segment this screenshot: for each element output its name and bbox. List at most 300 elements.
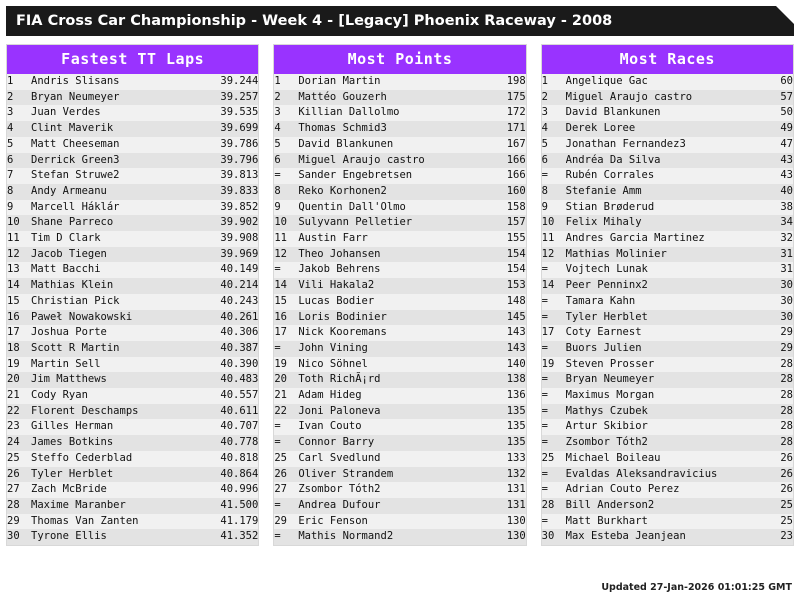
row-driver-name: Rubén Corrales	[565, 169, 655, 182]
row-value: 40.611	[206, 404, 258, 420]
row-driver-name: Derrick Green3	[31, 153, 206, 169]
row-position: 10	[7, 215, 31, 231]
row-driver-name: Dorian Martin	[298, 75, 381, 87]
row-position: 15	[7, 294, 20, 307]
row-position: 4	[7, 121, 31, 137]
row-value: 40.483	[206, 372, 258, 388]
table-row	[542, 262, 793, 278]
row-value: 40.996	[220, 483, 259, 496]
table-row	[542, 388, 793, 404]
row-driver-name: Steffo Cederblad	[31, 451, 133, 464]
row-value: 28	[780, 357, 793, 370]
row-driver-name: Nico Söhnel	[298, 357, 368, 370]
table-row	[274, 200, 525, 216]
table-row	[7, 498, 258, 514]
column-header: Most Races	[542, 45, 793, 74]
row-position: =	[541, 389, 548, 402]
row-driver-name: Shane Parreco	[31, 215, 206, 231]
row-driver-name: Sander Engebretsen	[298, 169, 413, 182]
table-row	[274, 168, 525, 184]
row-value: 28	[780, 389, 793, 402]
table-row	[542, 278, 793, 294]
row-value: 130	[474, 529, 526, 545]
row-position: 2	[274, 90, 298, 106]
row-value: 39.257	[206, 90, 258, 106]
row-value: 140	[506, 357, 526, 370]
column-header: Most Points	[274, 45, 525, 74]
row-value: 153	[474, 278, 526, 294]
row-position: =	[274, 263, 281, 276]
table-row	[542, 341, 793, 357]
row-driver-name: Gilles Herman	[31, 420, 114, 433]
row-driver-name: Steven Prosser	[565, 357, 655, 370]
row-position: =	[541, 514, 548, 527]
row-driver-name: Matt Bacchi	[31, 263, 101, 276]
row-driver-name: Max Esteba Jeanjean	[566, 529, 741, 545]
row-position: 11	[274, 232, 287, 245]
row-value: 30	[780, 294, 793, 307]
row-driver-name: Tyrone Ellis	[31, 529, 206, 545]
row-position: 11	[541, 232, 555, 245]
row-value: 138	[474, 372, 526, 388]
row-value: 39.852	[220, 200, 259, 213]
row-position: 1	[541, 75, 548, 87]
row-value: 166	[474, 153, 526, 169]
row-value: 28	[741, 372, 793, 388]
table-row	[542, 372, 793, 388]
row-position: 8	[542, 184, 566, 200]
row-position: 5	[274, 137, 281, 150]
row-value: 40.306	[220, 326, 259, 339]
row-position: =	[274, 529, 298, 545]
row-position: 14	[274, 278, 298, 294]
row-value: 157	[474, 215, 526, 231]
row-position: 25	[274, 451, 287, 464]
row-driver-name: Reko Korhonen2	[298, 184, 473, 200]
row-position: 22	[274, 404, 298, 420]
row-value: 38	[780, 200, 793, 213]
table-row	[7, 451, 258, 467]
row-position: 6	[542, 153, 566, 169]
row-value: 135	[474, 435, 526, 451]
row-driver-name: Adrian Couto Perez	[565, 483, 680, 496]
table-row	[274, 184, 525, 200]
row-position: 5	[541, 137, 548, 150]
row-value: 40.557	[220, 389, 259, 402]
most-races-table	[542, 74, 793, 545]
row-value: 167	[506, 137, 526, 150]
table-row	[542, 105, 793, 121]
row-driver-name: Florent Deschamps	[31, 404, 206, 420]
row-driver-name: Killian Dallolmo	[298, 106, 400, 119]
table-row	[542, 467, 793, 483]
table-row	[542, 529, 793, 545]
table-row	[542, 404, 793, 420]
row-value: 40.818	[220, 451, 259, 464]
row-position: 26	[7, 467, 31, 483]
table-row	[7, 372, 258, 388]
table-row	[7, 341, 258, 357]
row-position: 14	[542, 278, 566, 294]
row-position: 26	[274, 467, 298, 483]
row-value: 40.778	[206, 435, 258, 451]
row-value: 28	[741, 435, 793, 451]
row-value: 50	[780, 106, 793, 119]
row-value: 171	[474, 121, 526, 137]
table-row	[542, 184, 793, 200]
row-driver-name: Thomas Schmid3	[298, 121, 473, 137]
row-position: 23	[7, 420, 20, 433]
row-driver-name: Andrea Dufour	[298, 498, 473, 514]
row-driver-name: Martin Sell	[31, 357, 101, 370]
table-row	[542, 325, 793, 341]
row-value: 155	[506, 232, 526, 245]
row-position: 9	[541, 200, 548, 213]
row-value: 148	[506, 294, 526, 307]
row-driver-name: Angelique Gac	[565, 75, 648, 87]
table-row	[542, 514, 793, 530]
row-position: 24	[7, 435, 31, 451]
row-position: =	[542, 404, 566, 420]
updated-timestamp: Updated 27-Jan-2026 01:01:25 GMT	[601, 582, 792, 593]
table-row	[7, 419, 258, 435]
row-value: 25	[780, 514, 793, 527]
row-driver-name: James Botkins	[31, 435, 206, 451]
row-position: 15	[274, 294, 287, 307]
table-row	[274, 247, 525, 263]
row-value: 40.214	[206, 278, 258, 294]
row-value: 28	[741, 404, 793, 420]
row-driver-name: Thomas Van Zanten	[31, 514, 139, 527]
table-row	[274, 262, 525, 278]
row-value: 32	[780, 232, 793, 245]
row-position: 20	[7, 372, 31, 388]
most-points-table	[274, 74, 525, 545]
row-position: 17	[7, 326, 20, 339]
table-row	[7, 231, 258, 247]
table-row	[7, 74, 258, 90]
row-value: 26	[780, 451, 793, 464]
table-row	[7, 105, 258, 121]
row-driver-name: Felix Mihaly	[566, 215, 741, 231]
row-value: 60	[780, 75, 793, 87]
row-position: 28	[7, 498, 31, 514]
row-position: 19	[7, 357, 20, 370]
row-position: 28	[542, 498, 566, 514]
table-row	[542, 310, 793, 326]
row-value: 57	[741, 90, 793, 106]
row-position: 11	[7, 232, 20, 245]
table-row	[274, 357, 525, 373]
row-driver-name: Theo Johansen	[298, 247, 473, 263]
row-position: =	[541, 169, 548, 182]
row-driver-name: Toth RichÃ¡rd	[298, 372, 473, 388]
row-position: 3	[541, 106, 548, 119]
row-driver-name: Austin Farr	[298, 232, 368, 245]
table-row	[274, 310, 525, 326]
table-row	[7, 215, 258, 231]
table-row	[274, 137, 525, 153]
most-points-body	[274, 74, 525, 545]
row-driver-name: Quentin Dall'Olmo	[298, 200, 406, 213]
table-row	[542, 137, 793, 153]
row-position: 12	[542, 247, 566, 263]
table-row	[7, 153, 258, 169]
row-position: 8	[7, 184, 31, 200]
row-value: 39.908	[220, 232, 259, 245]
row-position: =	[542, 435, 566, 451]
row-driver-name: Jonathan Fernandez3	[565, 137, 686, 150]
row-position: 22	[7, 404, 31, 420]
row-position: 12	[274, 247, 298, 263]
table-row	[274, 435, 525, 451]
row-driver-name: Tyler Herblet	[31, 467, 206, 483]
row-driver-name: Andy Armeanu	[31, 184, 206, 200]
row-driver-name: Sulyvann Pelletier	[298, 215, 473, 231]
row-position: 20	[274, 372, 298, 388]
row-driver-name: Ivan Couto	[298, 420, 362, 433]
row-value: 41.179	[220, 514, 259, 527]
row-driver-name: Zsombor Tóth2	[566, 435, 741, 451]
row-value: 39.796	[206, 153, 258, 169]
table-row	[274, 121, 525, 137]
row-value: 135	[474, 404, 526, 420]
row-position: 18	[7, 341, 31, 357]
table-row	[542, 200, 793, 216]
table-row	[542, 357, 793, 373]
table-row	[274, 325, 525, 341]
table-row	[542, 482, 793, 498]
row-position: =	[542, 310, 566, 326]
row-driver-name: Maximus Morgan	[565, 389, 655, 402]
table-row	[542, 215, 793, 231]
row-value: 29	[780, 326, 793, 339]
table-row	[274, 231, 525, 247]
column-fastest-tt-laps	[6, 44, 259, 546]
table-row	[7, 294, 258, 310]
row-driver-name: Bryan Neumeyer	[566, 372, 741, 388]
row-value: 131	[474, 498, 526, 514]
row-value: 130	[506, 514, 526, 527]
row-driver-name: Miguel Araujo castro	[566, 90, 741, 106]
row-position: 19	[541, 357, 555, 370]
row-value: 40.149	[220, 263, 259, 276]
row-position: 17	[274, 326, 287, 339]
row-driver-name: Zsombor Tóth2	[298, 483, 381, 496]
row-value: 160	[474, 184, 526, 200]
row-driver-name: Coty Earnest	[565, 326, 642, 339]
table-row	[274, 482, 525, 498]
row-position: 9	[274, 200, 281, 213]
row-driver-name: Tyler Herblet	[566, 310, 741, 326]
row-value: 31	[741, 247, 793, 263]
table-row	[542, 231, 793, 247]
row-value: 143	[474, 341, 526, 357]
table-row	[542, 435, 793, 451]
page-title: FIA Cross Car Championship - Week 4 - [Legacy] Phoenix Raceway - 2008	[16, 13, 613, 29]
table-row	[7, 514, 258, 530]
row-driver-name: Adam Hideg	[298, 389, 362, 402]
table-row	[7, 184, 258, 200]
row-value: 31	[780, 263, 793, 276]
row-value: 39.833	[206, 184, 258, 200]
table-row	[274, 215, 525, 231]
row-position: 25	[7, 451, 20, 464]
table-row	[274, 467, 525, 483]
row-value: 43	[741, 153, 793, 169]
row-value: 34	[741, 215, 793, 231]
row-driver-name: Mathias Klein	[31, 278, 206, 294]
row-driver-name: Stian Brøderud	[565, 200, 655, 213]
row-driver-name: Matt Cheeseman	[31, 137, 120, 150]
row-value: 158	[506, 200, 526, 213]
row-position: 16	[7, 310, 31, 326]
row-position: 6	[274, 153, 298, 169]
row-position: 4	[542, 121, 566, 137]
row-position: 9	[7, 200, 14, 213]
row-driver-name: Cody Ryan	[31, 389, 88, 402]
fastest-tt-laps-body	[7, 74, 258, 545]
row-value: 25	[741, 498, 793, 514]
row-driver-name: Eric Fenson	[298, 514, 368, 527]
row-value: 198	[506, 75, 526, 87]
row-driver-name: Scott R Martin	[31, 341, 206, 357]
row-driver-name: Bryan Neumeyer	[31, 90, 206, 106]
row-position: 4	[274, 121, 298, 137]
row-driver-name: John Vining	[298, 341, 473, 357]
row-value: 40	[741, 184, 793, 200]
table-row	[274, 404, 525, 420]
table-row	[542, 121, 793, 137]
row-driver-name: Derek Loree	[566, 121, 741, 137]
row-position: 5	[7, 137, 14, 150]
table-row	[7, 200, 258, 216]
row-driver-name: Miguel Araujo castro	[298, 153, 473, 169]
row-position: =	[541, 483, 548, 496]
row-driver-name: Tim D Clark	[31, 232, 101, 245]
standings-columns	[6, 44, 794, 546]
row-driver-name: Juan Verdes	[31, 106, 101, 119]
row-position: =	[542, 467, 566, 483]
row-value: 166	[506, 169, 526, 182]
row-position: 17	[541, 326, 555, 339]
row-value: 133	[506, 451, 526, 464]
fastest-tt-laps-table	[7, 74, 258, 545]
row-position: 2	[542, 90, 566, 106]
row-value: 28	[780, 420, 793, 433]
row-value: 39.969	[206, 247, 258, 263]
row-value: 49	[741, 121, 793, 137]
table-row	[274, 388, 525, 404]
row-value: 145	[474, 310, 526, 326]
row-driver-name: Bill Anderson2	[566, 498, 741, 514]
row-value: 172	[506, 106, 526, 119]
row-position: 8	[274, 184, 298, 200]
row-position: 10	[542, 215, 566, 231]
table-row	[542, 153, 793, 169]
row-driver-name: Loris Bodinier	[298, 310, 473, 326]
row-value: 40.261	[206, 310, 258, 326]
row-value: 30	[741, 310, 793, 326]
row-position: =	[274, 169, 281, 182]
row-position: 14	[7, 278, 31, 294]
row-value: 131	[506, 483, 526, 496]
table-row	[7, 482, 258, 498]
row-position: 19	[274, 357, 287, 370]
row-driver-name: Vili Hakala2	[298, 278, 473, 294]
row-value: 41.352	[206, 529, 258, 545]
table-row	[7, 90, 258, 106]
table-row	[274, 341, 525, 357]
row-value: 39.902	[206, 215, 258, 231]
row-value: 39.535	[220, 106, 259, 119]
row-position: 27	[7, 483, 20, 496]
row-driver-name: Jakob Behrens	[298, 263, 381, 276]
row-value: 47	[780, 137, 793, 150]
row-position: =	[274, 420, 281, 433]
row-position: 29	[7, 514, 20, 527]
most-races-body	[542, 74, 793, 545]
row-driver-name: Oliver Strandem	[298, 467, 473, 483]
row-value: 41.500	[206, 498, 258, 514]
table-row	[542, 90, 793, 106]
table-row	[274, 498, 525, 514]
row-value: 39.813	[220, 169, 259, 182]
table-row	[274, 372, 525, 388]
table-row	[542, 294, 793, 310]
row-driver-name: Michael Boileau	[565, 451, 661, 464]
table-row	[274, 514, 525, 530]
row-driver-name: Mathys Czubek	[566, 404, 741, 420]
row-driver-name: David Blankunen	[298, 137, 394, 150]
table-row	[7, 388, 258, 404]
table-row	[274, 153, 525, 169]
row-position: 13	[7, 263, 20, 276]
table-row	[7, 325, 258, 341]
table-row	[7, 467, 258, 483]
row-position: 12	[7, 247, 31, 263]
row-value: 29	[741, 341, 793, 357]
row-driver-name: Marcell Háklár	[31, 200, 120, 213]
row-position: =	[274, 498, 298, 514]
table-row	[274, 278, 525, 294]
row-position: =	[542, 372, 566, 388]
row-driver-name: Vojtech Lunak	[565, 263, 648, 276]
row-driver-name: Mathis Normand2	[298, 529, 473, 545]
table-row	[274, 105, 525, 121]
row-position: 27	[274, 483, 287, 496]
row-value: 143	[506, 326, 526, 339]
row-driver-name: Paweł Nowakowski	[31, 310, 206, 326]
table-row	[274, 74, 525, 90]
row-position: 6	[7, 153, 31, 169]
row-driver-name: Stefan Struwe2	[31, 169, 120, 182]
row-driver-name: Lucas Bodier	[298, 294, 375, 307]
row-driver-name: Carl Svedlund	[298, 451, 381, 464]
title-bar	[6, 6, 794, 36]
row-value: 132	[474, 467, 526, 483]
table-row	[542, 498, 793, 514]
row-driver-name: Artur Skibior	[565, 420, 648, 433]
table-row	[7, 121, 258, 137]
table-row	[542, 419, 793, 435]
row-driver-name: Tamara Kahn	[565, 294, 636, 307]
row-position: =	[541, 420, 548, 433]
row-value: 135	[506, 420, 526, 433]
row-driver-name: Mathias Molinier	[566, 247, 741, 263]
row-driver-name: Buors Julien	[566, 341, 741, 357]
row-position: 30	[7, 529, 31, 545]
